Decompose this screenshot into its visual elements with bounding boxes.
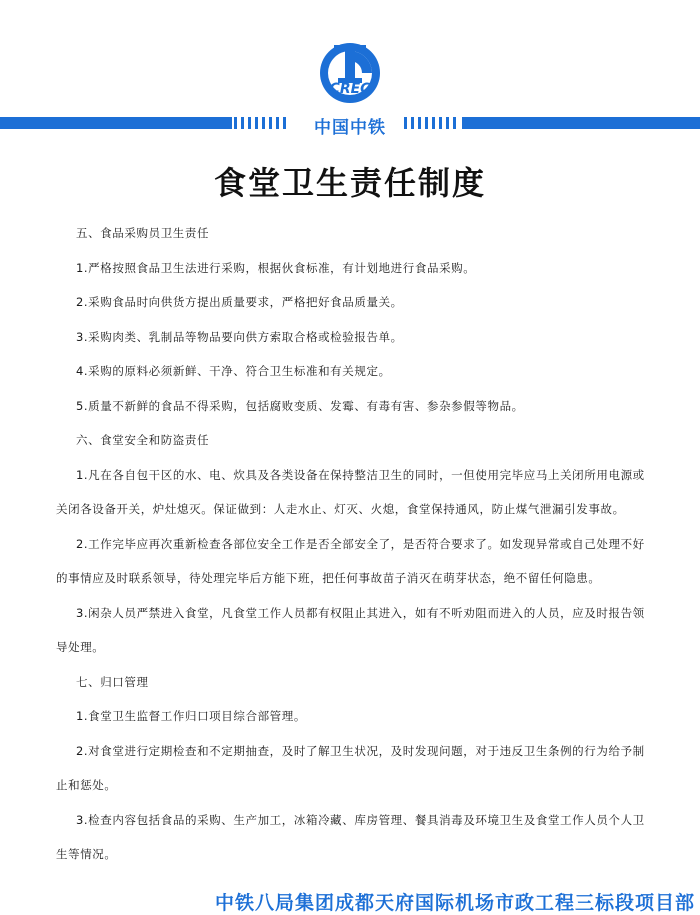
section-heading: 六、食堂安全和防盗责任 [76, 433, 210, 447]
logo-text: CREC [329, 81, 371, 97]
section-item: 5.质量不新鲜的食品不得采购，包括腐败变质、发霉、有毒有害、参杂参假等物品。 [76, 398, 524, 413]
brand-bar-right [462, 117, 700, 129]
footer-organization: 中铁八局集团成都天府国际机场市政工程三标段项目部 [215, 892, 696, 914]
section-item: 3.闲杂人员严禁进入食堂，凡食堂工作人员都有权阻止其进入，如有不听劝阻而进入的人员，应及时报告领导处理。 [56, 605, 645, 654]
section-item: 2.采购食品时向供货方提出质量要求，严格把好食品质量关。 [76, 295, 403, 309]
brand-bar-left [0, 117, 232, 129]
section-item: 1.严格按照食品卫生法进行采购，根据伙食标准，有计划地进行食品采购。 [76, 260, 476, 275]
section-item: 2.对食堂进行定期检查和不定期抽查，及时了解卫生状况，及时发现问题，对于违反卫生条例的行为给予制止和惩处。 [56, 743, 645, 792]
document-body [56, 216, 656, 872]
brand-name: 中国中铁 [314, 118, 386, 138]
page-title: 食堂卫生责任制度 [213, 164, 486, 202]
section-item: 3.检查内容包括食品的采购、生产加工，冰箱冷藏、库房管理、餐具消毒及环境卫生及食堂工作人员个人卫生等情况。 [56, 812, 645, 861]
section-item: 1.食堂卫生监督工作归口项目综合部管理。 [76, 709, 306, 723]
section-item: 2.工作完毕应再次重新检查各部位安全工作是否全部安全了，是否符合要求了。如发现异常或自己处理不好的事情应及时联系领导，待处理完毕后方能下班，把任何事故苗子消灭在萌芽状态，绝不留任何隐患。 [56, 536, 645, 585]
section-item: 4.采购的原料必须新鲜、干净、符合卫生标准和有关规定。 [76, 364, 391, 378]
section-heading: 五、食品采购员卫生责任 [76, 226, 210, 240]
section-item: 1.凡在各自包干区的水、电、炊具及各类设备在保持整洁卫生的同时，一但使用完毕应马上关闭所用电源或关闭各设备开关，炉灶熄灭。保证做到：人走水止、灯灭、火熄，食堂保持通风，防止煤气泄漏引发事故。 [56, 467, 645, 516]
brand-ticks-left [234, 117, 286, 129]
section-heading: 七、归口管理 [76, 674, 149, 689]
crec-logo-icon [308, 40, 392, 106]
section-item: 3.采购肉类、乳制品等物品要向供方索取合格或检验报告单。 [76, 329, 403, 344]
brand-ticks-right [404, 117, 456, 129]
